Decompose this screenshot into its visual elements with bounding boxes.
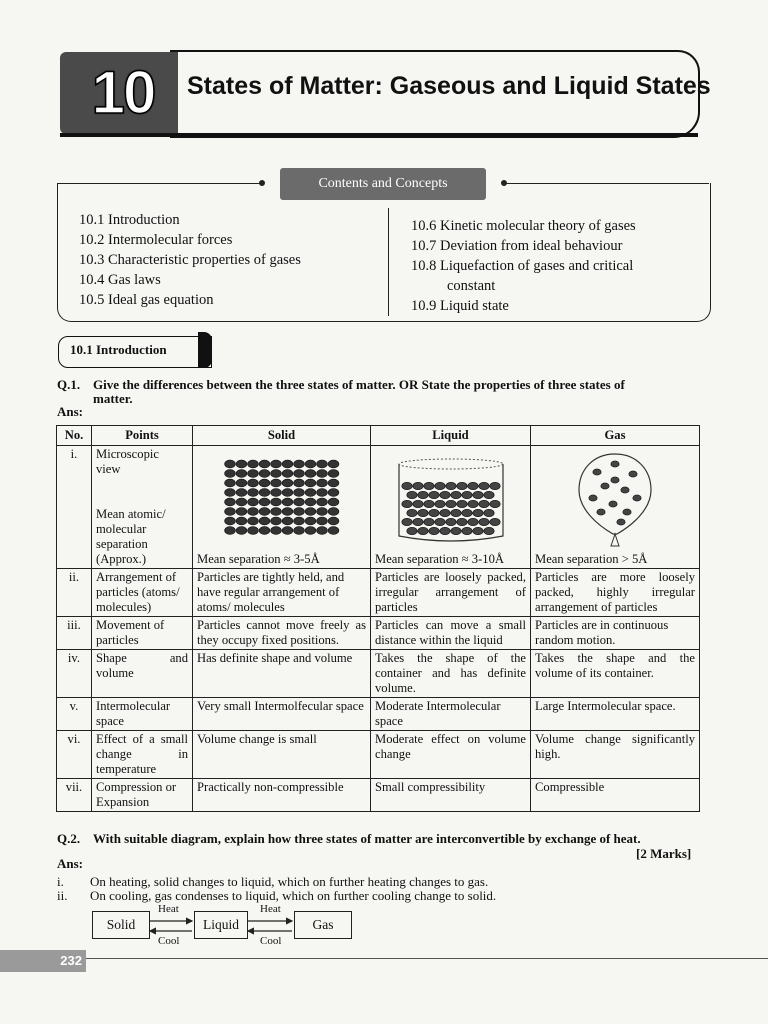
table-row <box>57 446 700 569</box>
particle <box>412 482 422 489</box>
particle <box>316 479 327 487</box>
particle <box>633 495 641 501</box>
flow-gas-box: Gas <box>294 911 352 939</box>
particle <box>489 482 499 489</box>
toc-item[interactable]: 10.7 Deviation from ideal behaviour <box>411 238 623 254</box>
particle <box>305 460 316 468</box>
footer-line <box>86 958 768 959</box>
particle <box>316 498 327 506</box>
particle <box>472 527 482 534</box>
particle <box>450 491 460 498</box>
particle <box>224 470 235 478</box>
particle <box>423 518 433 525</box>
q2-ans: Ans: <box>57 856 84 871</box>
toc-item[interactable]: 10.1 Introduction <box>79 212 180 228</box>
header-liquid: Liquid <box>371 426 531 446</box>
particle <box>467 500 477 507</box>
particle <box>305 479 316 487</box>
section-title: 10.1 Introduction <box>70 342 167 357</box>
particle <box>439 527 449 534</box>
particle <box>445 518 455 525</box>
particle <box>259 508 270 516</box>
contents-divider <box>388 208 389 316</box>
particle <box>305 508 316 516</box>
q1-text: Give the differences between the three states of matter. OR State the properties of three states of <box>93 377 625 392</box>
particle <box>483 509 493 516</box>
particle <box>328 479 339 487</box>
particle <box>423 482 433 489</box>
particle <box>489 500 499 507</box>
table-row: iv. Shape and volume Has definite shape and volume Takes the shape of the container and has definite volume. Takes the shape and the volume of its container. <box>57 650 700 698</box>
particle <box>629 471 637 477</box>
contents-topline-right <box>503 183 709 184</box>
particle <box>224 479 235 487</box>
particle <box>224 508 235 516</box>
particle <box>417 491 427 498</box>
particle <box>328 489 339 497</box>
particle <box>259 470 270 478</box>
particle <box>270 517 281 525</box>
header-no: No. <box>57 426 92 446</box>
particle <box>293 460 304 468</box>
particle <box>293 470 304 478</box>
flow-solid-box: Solid <box>92 911 150 939</box>
particle <box>401 518 411 525</box>
q2-point-text: On heating, solid changes to liquid, which on further heating changes to gas. <box>90 874 489 889</box>
chapter-title: States of Matter: Gaseous and Liquid States <box>187 72 711 100</box>
bullet-dot <box>259 180 265 186</box>
particle <box>236 498 247 506</box>
cool-label: Cool <box>158 935 180 947</box>
particle <box>247 498 258 506</box>
particle <box>282 517 293 525</box>
particle <box>293 527 304 535</box>
toc-item[interactable]: 10.8 Liquefaction of gases and critical constant <box>411 258 634 294</box>
contents-label: Contents and Concepts <box>280 168 486 200</box>
toc-item[interactable]: 10.5 Ideal gas equation <box>79 292 214 308</box>
particle <box>305 470 316 478</box>
q2-number: Q.2. <box>57 831 81 846</box>
particle <box>236 479 247 487</box>
particle <box>259 517 270 525</box>
particle <box>270 498 281 506</box>
particle <box>601 483 609 489</box>
particle <box>597 509 605 515</box>
table-row: v. Intermolecular space Very small Intermolfecular space Moderate Intermolecular space Large Intermolecular space. <box>57 698 700 731</box>
particle <box>270 527 281 535</box>
contents-topline-left <box>57 183 263 184</box>
particle <box>483 491 493 498</box>
particle <box>316 470 327 478</box>
particle <box>224 498 235 506</box>
particle <box>282 470 293 478</box>
q2-point-num: ii. <box>57 888 68 903</box>
flow-liquid-box: Liquid <box>194 911 248 939</box>
q2-text: With suitable diagram, explain how three states of matter are interconvertible by exchange of heat. <box>93 831 641 846</box>
particle <box>478 500 488 507</box>
particle <box>478 518 488 525</box>
particle <box>623 509 631 515</box>
q2-point-text: On cooling, gas condenses to liquid, which on further cooling change to solid. <box>90 888 497 903</box>
q1-text-cont: matter. <box>93 391 133 406</box>
solid-cell: Mean separation ≈ 3-5Å <box>193 446 371 569</box>
particle <box>328 508 339 516</box>
table-row: iii. Movement of particles Particles cannot move freely as they occupy fixed positions. Particles can move a small distance within the liquid Particles are in continuous random motion. <box>57 617 700 650</box>
particle <box>456 518 466 525</box>
liquid-cell: Mean separation ≈ 3-10Å <box>371 446 531 569</box>
particle <box>406 509 416 516</box>
q2-point-num: i. <box>57 874 64 889</box>
particle <box>472 509 482 516</box>
particle <box>328 527 339 535</box>
particle <box>316 489 327 497</box>
particle <box>305 517 316 525</box>
particle <box>247 517 258 525</box>
table-row: vii. Compression or Expansion Practically non-compressible Small compressibility Compressible <box>57 779 700 812</box>
toc-item[interactable]: 10.2 Intermolecular forces <box>79 232 233 248</box>
particle <box>305 498 316 506</box>
particle <box>461 491 471 498</box>
particle <box>247 508 258 516</box>
particle <box>293 508 304 516</box>
table-row: ii. Arrangement of particles (atoms/ molecules) Particles are tightly held, and have regular arrangement of atoms/ molecules Particles are loosely packed, irregular arrangement of particles Particles are more loosely packed, highly irregular arrangement of particles <box>57 569 700 617</box>
particle <box>467 482 477 489</box>
particle <box>445 500 455 507</box>
particle <box>224 460 235 468</box>
bullet-dot <box>501 180 507 186</box>
particle <box>439 509 449 516</box>
particle <box>316 527 327 535</box>
particle <box>489 518 499 525</box>
particle <box>270 479 281 487</box>
particle <box>259 489 270 497</box>
chapter-number: 10 <box>91 59 155 126</box>
particle <box>293 498 304 506</box>
particle <box>224 489 235 497</box>
toc-item[interactable]: 10.4 Gas laws <box>79 272 161 288</box>
particle <box>456 482 466 489</box>
particle <box>412 500 422 507</box>
table-header-row <box>57 426 700 446</box>
particle <box>247 489 258 497</box>
q1-number: Q.1. <box>57 377 81 392</box>
row-point: Microscopic view Mean atomic/ molecular separation (Approx.) <box>92 446 193 569</box>
particle <box>293 479 304 487</box>
particle <box>328 498 339 506</box>
particle <box>406 491 416 498</box>
particle <box>282 508 293 516</box>
particle <box>316 508 327 516</box>
particle <box>282 498 293 506</box>
particle <box>593 469 601 475</box>
particle <box>450 509 460 516</box>
particle <box>259 479 270 487</box>
liquid-particles-diagram <box>395 456 507 544</box>
particle <box>428 491 438 498</box>
particle <box>247 460 258 468</box>
cool-label: Cool <box>260 935 282 947</box>
particle <box>467 518 477 525</box>
particle <box>328 470 339 478</box>
heat-label: Heat <box>158 903 179 915</box>
solid-particles-diagram <box>222 458 342 538</box>
particle <box>270 460 281 468</box>
particle <box>224 517 235 525</box>
particle <box>328 460 339 468</box>
particle <box>423 500 433 507</box>
particle <box>236 508 247 516</box>
particle <box>293 489 304 497</box>
page-number: 232 <box>0 950 86 972</box>
particle <box>293 517 304 525</box>
particle <box>247 479 258 487</box>
particle <box>247 470 258 478</box>
particle <box>428 509 438 516</box>
particle <box>483 527 493 534</box>
header-solid: Solid <box>193 426 371 446</box>
particle <box>445 482 455 489</box>
particle <box>617 519 625 525</box>
particle <box>282 527 293 535</box>
particle <box>224 527 235 535</box>
particle <box>450 527 460 534</box>
particle <box>434 482 444 489</box>
particle <box>236 527 247 535</box>
particle <box>461 527 471 534</box>
particle <box>316 517 327 525</box>
particle <box>417 509 427 516</box>
particle <box>282 479 293 487</box>
particle <box>305 489 316 497</box>
states-table <box>56 425 700 812</box>
section-tab-end <box>198 332 212 368</box>
particle <box>282 489 293 497</box>
particle <box>472 491 482 498</box>
particle <box>401 500 411 507</box>
header-gas: Gas <box>531 426 700 446</box>
particle <box>282 460 293 468</box>
particle <box>316 460 327 468</box>
particle <box>611 461 619 467</box>
q1-ans: Ans: <box>57 404 84 419</box>
particle <box>270 489 281 497</box>
particle <box>259 498 270 506</box>
particle <box>434 500 444 507</box>
toc-item[interactable]: 10.9 Liquid state <box>411 298 509 314</box>
title-underline <box>60 133 698 137</box>
toc-list-left <box>79 210 301 310</box>
heat-label: Heat <box>260 903 281 915</box>
particle <box>478 482 488 489</box>
particle <box>305 527 316 535</box>
toc-item[interactable]: 10.3 Characteristic properties of gases <box>79 252 301 268</box>
toc-list-right <box>411 216 636 316</box>
particle <box>589 495 597 501</box>
particle <box>236 489 247 497</box>
gas-cell: Mean separation > 5Å <box>531 446 700 569</box>
q2-marks: [2 Marks] <box>636 846 692 861</box>
particle <box>434 518 444 525</box>
flow-arrows <box>148 912 294 940</box>
particle <box>621 487 629 493</box>
particle <box>270 508 281 516</box>
particle <box>406 527 416 534</box>
particle <box>609 501 617 507</box>
gas-balloon-diagram <box>575 450 655 548</box>
particle <box>417 527 427 534</box>
particle <box>247 527 258 535</box>
table-row: vi. Effect of a small change in temperature Volume change is small Moderate effect on volume change Volume change significantly high. <box>57 731 700 779</box>
particle <box>428 527 438 534</box>
particle <box>270 470 281 478</box>
particle <box>412 518 422 525</box>
particle <box>456 500 466 507</box>
particle <box>236 460 247 468</box>
particle <box>439 491 449 498</box>
particle <box>328 517 339 525</box>
particle <box>236 470 247 478</box>
toc-item[interactable]: 10.6 Kinetic molecular theory of gases <box>411 218 636 234</box>
particle <box>259 527 270 535</box>
header-points: Points <box>92 426 193 446</box>
particle <box>259 460 270 468</box>
particle <box>236 517 247 525</box>
particle <box>611 477 619 483</box>
particle <box>401 482 411 489</box>
particle <box>461 509 471 516</box>
row-number: i. <box>57 446 92 569</box>
